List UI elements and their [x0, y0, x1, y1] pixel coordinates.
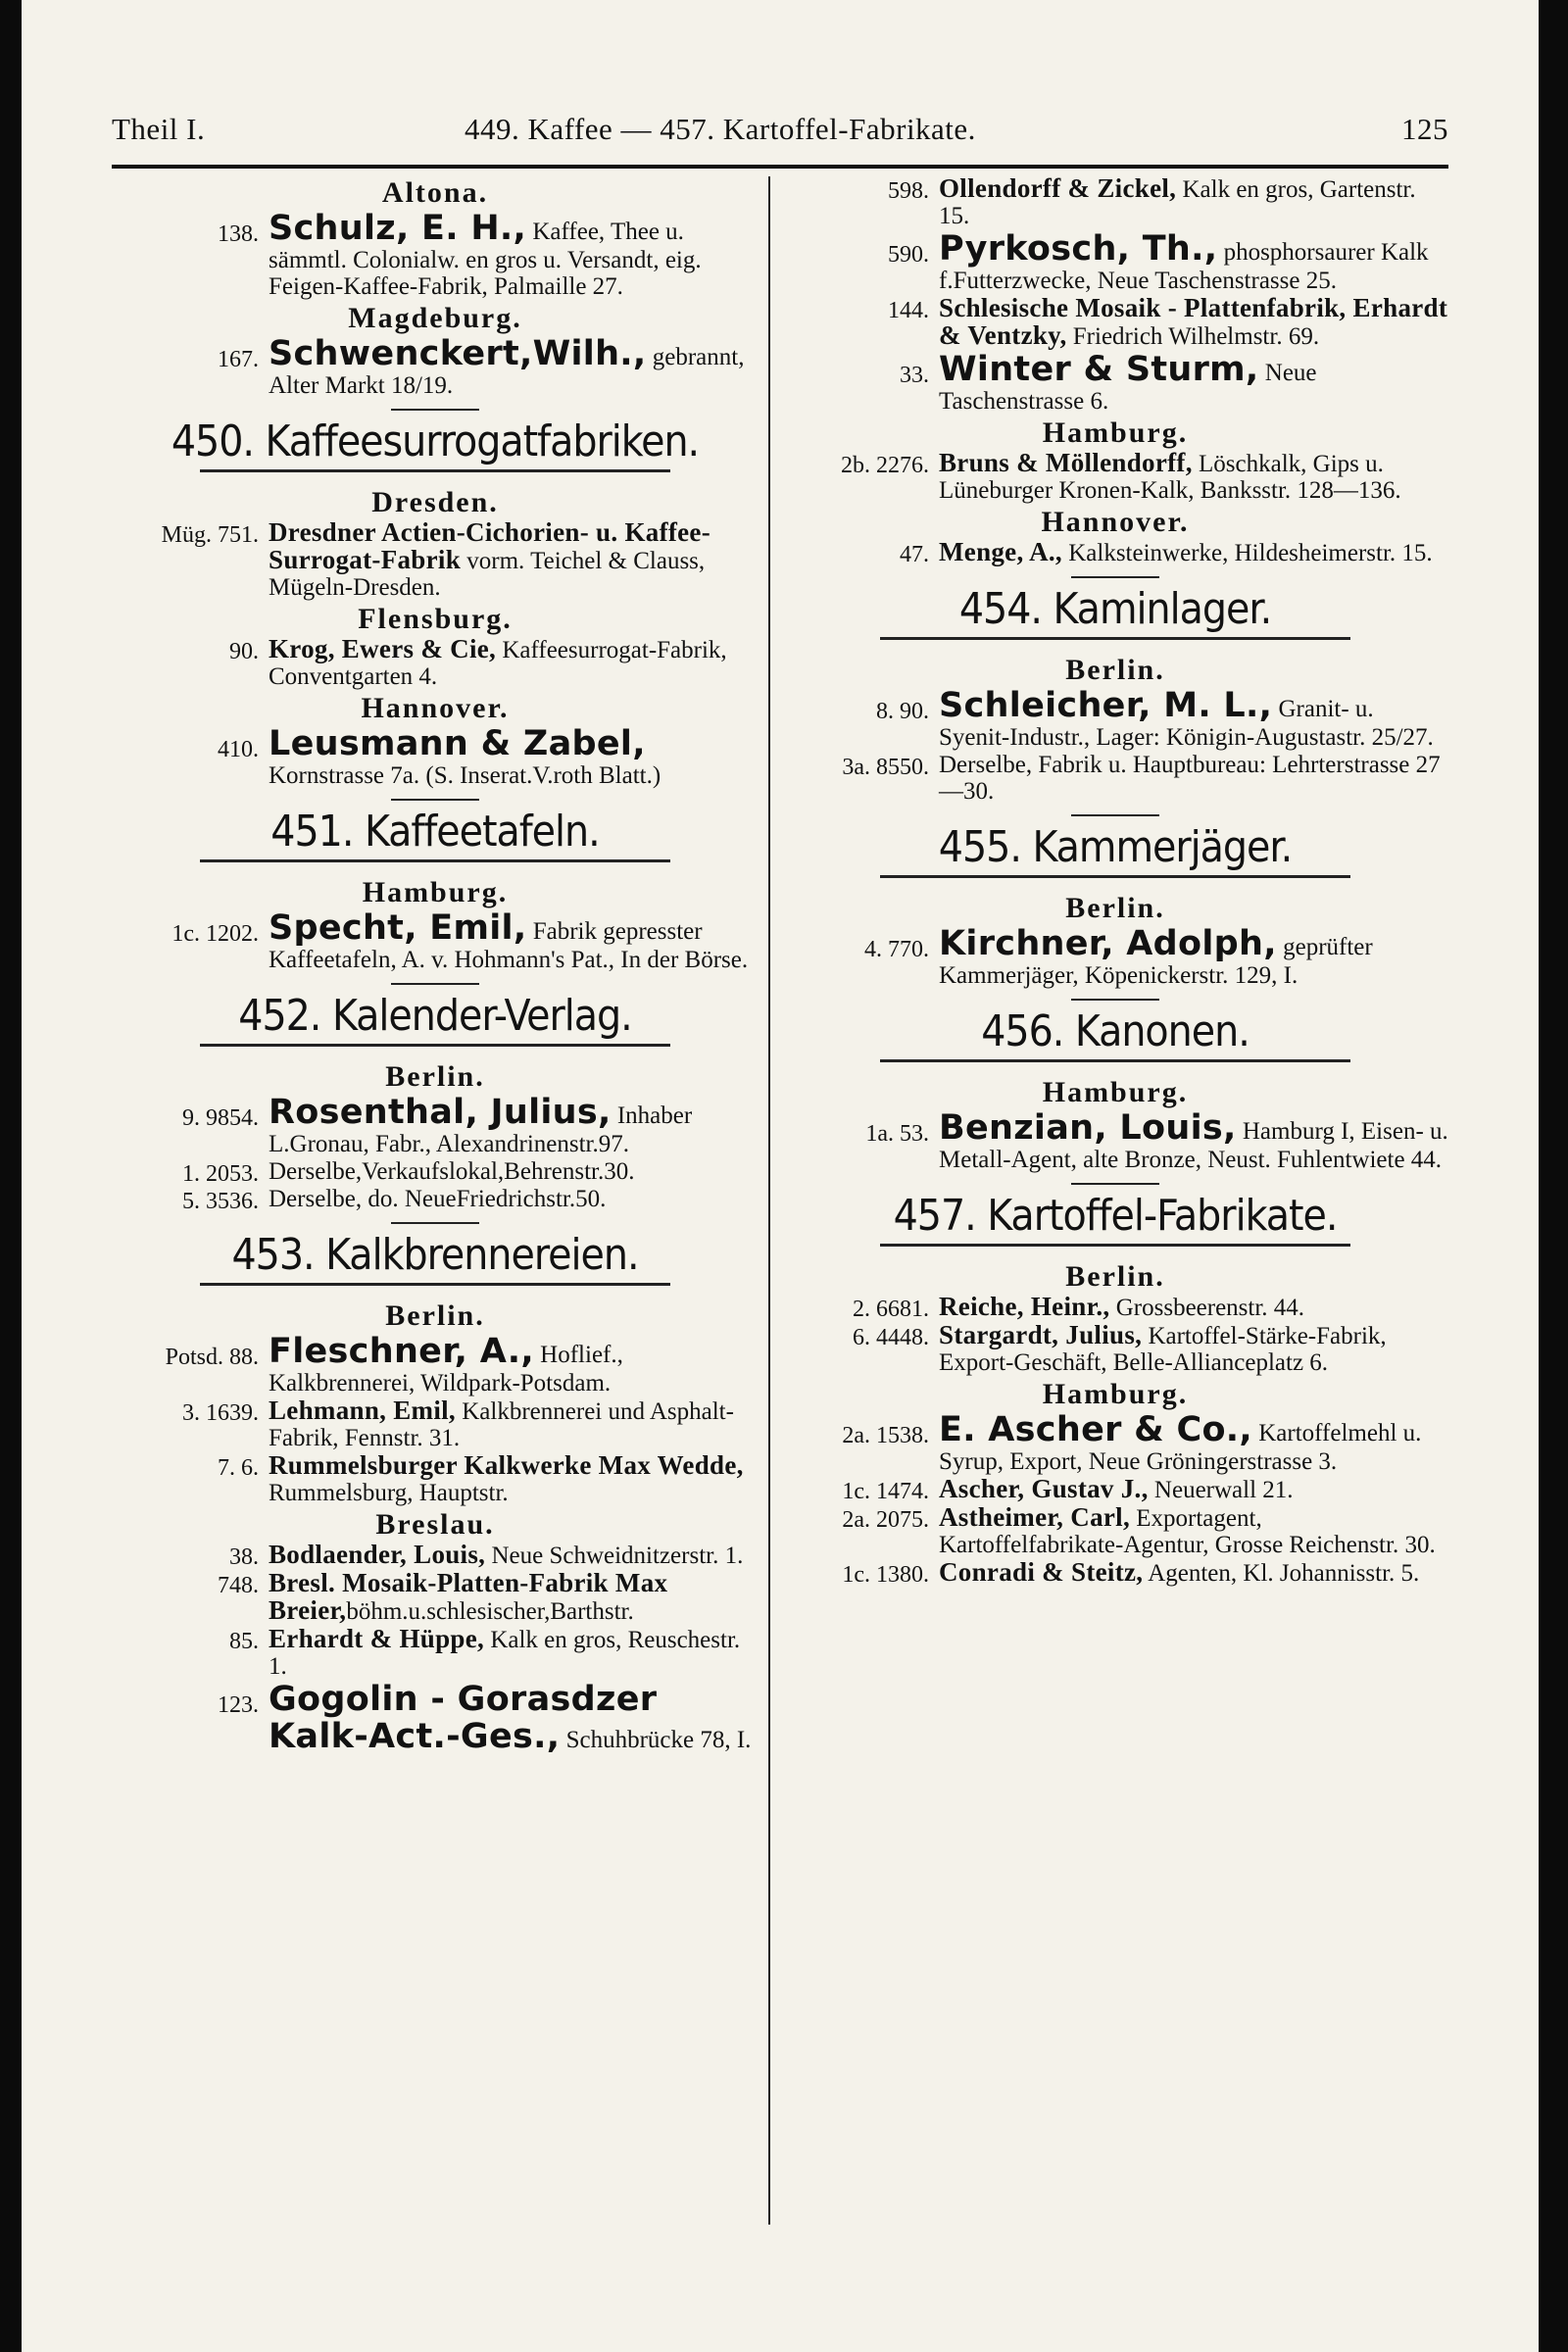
entry-number: 9. 9854.: [182, 1105, 259, 1131]
firm-name: Kirchner, Adolph,: [939, 924, 1277, 963]
firm-name: Menge, A.,: [939, 537, 1062, 566]
entry-number: 598.: [888, 178, 929, 204]
city-heading: Hannover.: [361, 692, 510, 724]
entry-number: 138.: [218, 221, 259, 247]
firm-name: Benzian, Louis,: [939, 1108, 1237, 1148]
entry-description: Kornstrasse 7a. (S. Inserat.V.roth Blatt.): [269, 762, 662, 789]
entry-number: Müg. 751.: [161, 522, 259, 548]
entry-number: 85.: [229, 1629, 259, 1654]
entry-description: Kartoffel-Stärke-Fabrik, Export-Geschäft, Belle-Allianceplatz 6.: [939, 1323, 1387, 1376]
firm-name: Ascher, Gustav J.,: [939, 1474, 1149, 1503]
entry-number: 7. 6.: [218, 1455, 259, 1481]
entry-description: Kalkbrennerei und Asphalt-Fabrik, Fennstr. 31.: [269, 1398, 734, 1451]
short-rule: [1071, 999, 1159, 1001]
city-heading: Magdeburg.: [348, 302, 522, 334]
entry-description: Hoflief., Kalkbrennerei, Wildpark-Potsdam.: [269, 1342, 623, 1396]
entry-description: geprüfter Kammerjäger, Köpenickerstr. 129, I.: [939, 934, 1373, 989]
section-heading: 452. Kalender-Verlag.: [238, 991, 632, 1041]
firm-name: Ollendorff & Zickel,: [939, 173, 1177, 203]
entry-number: 6. 4448.: [853, 1325, 929, 1350]
firm-name: Conradi & Steitz,: [939, 1557, 1144, 1587]
short-rule: [391, 799, 479, 801]
entry-number: 123.: [218, 1692, 259, 1718]
directory-entry: [112, 909, 759, 973]
entry-number: 47.: [900, 542, 929, 567]
directory-entry: [782, 1504, 1448, 1558]
city-heading: Flensburg.: [358, 603, 513, 635]
entry-description: phosphorsaurer Kalk f.Futterzwecke, Neue Taschenstrasse 25.: [939, 239, 1429, 294]
city-heading: Berlin.: [1065, 654, 1165, 686]
firm-name: Lehmann, Emil,: [269, 1396, 456, 1425]
entry-description: Granit- u. Syenit-Industr., Lager: Königin-Augustastr. 25/27.: [939, 696, 1434, 751]
directory-entry: [782, 1294, 1448, 1321]
entry-number: 748.: [218, 1573, 259, 1598]
directory-entry: [112, 1094, 759, 1157]
firm-name: Pyrkosch, Th.,: [939, 229, 1218, 269]
firm-name: Bresl. Mosaik-Platten-Fabrik Max Breier,: [269, 1568, 668, 1625]
section-rule: [880, 875, 1350, 878]
city-heading: Hannover.: [1041, 506, 1190, 538]
entry-description: Schuhbrücke 78, I.: [560, 1727, 752, 1753]
directory-entry: [782, 1322, 1448, 1376]
entry-number: 590.: [888, 242, 929, 268]
firm-name: Gogolin - Gorasdzer Kalk-Act.-Ges.,: [269, 1680, 658, 1756]
city-heading: Dresden.: [371, 486, 499, 518]
firm-name: Rummelsburger Kalkwerke Max Wedde,: [269, 1450, 744, 1480]
entry-number: 2b. 2276.: [841, 453, 929, 478]
firm-name: Bodlaender, Louis,: [269, 1540, 486, 1569]
firm-name: Schlesische Mosaik - Plattenfabrik, Erhardt & Ventzky,: [939, 293, 1448, 350]
directory-entry: [782, 230, 1448, 294]
entry-description: böhm.u.schlesischer,Barthstr.: [346, 1598, 634, 1625]
directory-entry: [782, 450, 1448, 504]
directory-entry: [112, 210, 759, 300]
firm-name: Schwenckert,Wilh.,: [269, 334, 647, 373]
entry-number: 3. 1639.: [182, 1400, 259, 1426]
directory-entry: [112, 1158, 759, 1185]
entry-number: 167.: [218, 347, 259, 372]
header-rule: [112, 165, 1448, 169]
entry-description: Derselbe, Fabrik u. Hauptbureau: Lehrterstrasse 27—30.: [939, 752, 1441, 805]
firm-name: Specht, Emil,: [269, 908, 527, 948]
directory-entry: [782, 1476, 1448, 1503]
city-heading: Berlin.: [385, 1060, 485, 1093]
entry-description: Rummelsburg, Hauptstr.: [269, 1480, 509, 1506]
directory-entry: [112, 519, 759, 601]
entry-number: 2a. 1538.: [842, 1423, 929, 1448]
left-column: [112, 174, 759, 1756]
entry-number: 1. 2053.: [182, 1161, 259, 1187]
entry-number: 1a. 53.: [865, 1121, 929, 1147]
section-rule: [200, 1044, 670, 1047]
city-heading: Hamburg.: [362, 876, 509, 908]
directory-entry: [782, 295, 1448, 350]
city-heading: Hamburg.: [1042, 416, 1189, 449]
directory-entry: [112, 1333, 759, 1396]
firm-name: Fleschner, A.,: [269, 1332, 534, 1371]
section-rule: [200, 859, 670, 862]
document-page: [22, 0, 1539, 2352]
short-rule: [391, 409, 479, 411]
entry-description: Neue Taschenstrasse 6.: [939, 360, 1317, 415]
directory-entry: [782, 925, 1448, 989]
part-label: Theil I.: [112, 112, 206, 146]
entry-description: Kaffeesurrogat-Fabrik, Conventgarten 4.: [269, 637, 727, 690]
entry-description: Neue Schweidnitzerstr. 1.: [485, 1543, 744, 1569]
short-rule: [1071, 814, 1159, 816]
entry-description: Agenten, Kl. Johannisstr. 5.: [1143, 1560, 1420, 1587]
city-heading: Berlin.: [385, 1299, 485, 1332]
entry-description: Fabrik gepresster Kaffeetafeln, A. v. Hohmann's Pat., In der Börse.: [269, 918, 749, 973]
firm-name: Schleicher, M. L.,: [939, 686, 1273, 725]
section-heading: 455. Kammerjäger.: [938, 822, 1293, 872]
directory-entry: [112, 725, 759, 789]
entry-number: 1c. 1474.: [842, 1479, 929, 1504]
entry-description: Hamburg I, Eisen- u. Metall-Agent, alte Bronze, Neust. Fuhlentwiete 44.: [939, 1118, 1448, 1173]
section-heading: 450. Kaffeesurrogatfabriken.: [171, 416, 700, 466]
directory-entry: [112, 1542, 759, 1569]
entry-number: 1c. 1380.: [842, 1562, 929, 1588]
entry-number: 8. 90.: [876, 699, 929, 724]
section-rule: [200, 469, 670, 472]
city-heading: Hamburg.: [1042, 1378, 1189, 1410]
entry-description: Kalk en gros, Reuschestr. 1.: [269, 1627, 741, 1680]
short-rule: [1071, 576, 1159, 578]
directory-entry: [782, 351, 1448, 415]
directory-entry: [782, 752, 1448, 805]
section-rule: [200, 1283, 670, 1286]
directory-entry: [112, 636, 759, 690]
firm-name: Krog, Ewers & Cie,: [269, 634, 497, 663]
entry-number: 4. 770.: [864, 937, 929, 962]
directory-entry: [112, 1186, 759, 1212]
entry-number: 1c. 1202.: [172, 921, 259, 947]
firm-name: Erhardt & Hüppe,: [269, 1624, 485, 1653]
entry-description: Inhaber L.Gronau, Fabr., Alexandrinenstr.97.: [269, 1102, 693, 1157]
entry-number: 144.: [888, 298, 929, 323]
directory-entry: [112, 1452, 759, 1506]
entry-number: 2. 6681.: [853, 1297, 929, 1322]
directory-entry: [112, 335, 759, 399]
entry-number: 90.: [229, 639, 259, 664]
firm-name: Astheimer, Carl,: [939, 1502, 1131, 1532]
entry-description: Neuerwall 21.: [1148, 1477, 1294, 1503]
city-heading: Altona.: [381, 176, 489, 209]
firm-name: Reiche, Heinr.,: [939, 1292, 1110, 1321]
section-rule: [880, 1059, 1350, 1062]
section-heading: 453. Kalkbrennereien.: [231, 1230, 639, 1280]
directory-entry: [782, 687, 1448, 751]
entry-number: Potsd. 88.: [165, 1345, 259, 1370]
section-heading: 457. Kartoffel-Fabrikate.: [893, 1191, 1338, 1241]
entry-number: 2a. 2075.: [842, 1507, 929, 1533]
entry-number: 410.: [218, 737, 259, 762]
directory-entry: [782, 175, 1448, 229]
entry-description: Friedrich Wilhelmstr. 69.: [1066, 323, 1320, 350]
firm-name: Rosenthal, Julius,: [269, 1093, 612, 1132]
directory-entry: [782, 1109, 1448, 1173]
entry-description: Derselbe,Verkaufslokal,Behrenstr.30.: [269, 1158, 635, 1185]
entry-description: Kartoffelmehl u. Syrup, Export, Neue Gröningerstrasse 3.: [939, 1420, 1422, 1475]
city-heading: Breslau.: [375, 1508, 495, 1541]
short-rule: [391, 1222, 479, 1224]
right-column: [782, 174, 1448, 1588]
header-title: 449. Kaffee — 457. Kartoffel-Fabrikate.: [465, 112, 976, 146]
directory-entry: [782, 539, 1448, 566]
short-rule: [391, 983, 479, 985]
page-number: 125: [1401, 112, 1448, 146]
entry-description: Grossbeerenstr. 44.: [1109, 1295, 1305, 1321]
firm-name: Winter & Sturm,: [939, 350, 1259, 389]
section-heading: 454. Kaminlager.: [958, 584, 1272, 634]
city-heading: Berlin.: [1065, 1260, 1165, 1293]
entry-number: 33.: [900, 363, 929, 388]
section-rule: [880, 637, 1350, 640]
entry-description: Kalksteinwerke, Hildesheimerstr. 15.: [1061, 540, 1433, 566]
firm-name: Stargardt, Julius,: [939, 1320, 1143, 1349]
entry-number: 5. 3536.: [182, 1189, 259, 1214]
city-heading: Berlin.: [1065, 892, 1165, 924]
entry-description: Kalk en gros, Gartenstr. 15.: [939, 176, 1416, 229]
directory-entry: [112, 1397, 759, 1451]
section-rule: [880, 1244, 1350, 1247]
column-divider: [768, 176, 770, 2225]
section-heading: 456. Kanonen.: [981, 1006, 1250, 1056]
entry-description: Löschkalk, Gips u. Lüneburger Kronen-Kalk, Banksstr. 128—136.: [939, 451, 1401, 504]
firm-name: Bruns & Möllendorff,: [939, 448, 1193, 477]
entry-number: 38.: [229, 1544, 259, 1570]
entry-description: Kaffee, Thee u. sämmtl. Colonialw. en gros u. Versandt, eig. Feigen-Kaffee-Fabrik, Palmaille 27.: [269, 219, 702, 300]
firm-name: Leusmann & Zabel,: [269, 724, 646, 763]
entry-description: Exportagent, Kartoffelfabrikate-Agentur, Grosse Reichenstr. 30.: [939, 1505, 1436, 1558]
entry-description: vorm. Teichel & Clauss, Mügeln-Dresden.: [269, 548, 706, 601]
directory-entry: [782, 1559, 1448, 1587]
directory-entry: [112, 1681, 759, 1755]
entry-description: Derselbe, do. NeueFriedrichstr.50.: [269, 1186, 607, 1212]
firm-name: E. Ascher & Co.,: [939, 1410, 1252, 1449]
section-heading: 451. Kaffeetafeln.: [270, 807, 600, 857]
entry-number: 3a. 8550.: [842, 755, 929, 780]
firm-name: Dresdner Actien-Cichorien- u. Kaffee-Surrogat-Fabrik: [269, 517, 711, 574]
firm-name: Schulz, E. H.,: [269, 209, 527, 248]
directory-entry: [112, 1570, 759, 1625]
running-header: [112, 106, 1448, 153]
directory-entry: [112, 1626, 759, 1680]
short-rule: [1071, 1183, 1159, 1185]
entry-description: gebrannt, Alter Markt 18/19.: [269, 344, 745, 399]
directory-entry: [782, 1411, 1448, 1475]
city-heading: Hamburg.: [1042, 1076, 1189, 1108]
